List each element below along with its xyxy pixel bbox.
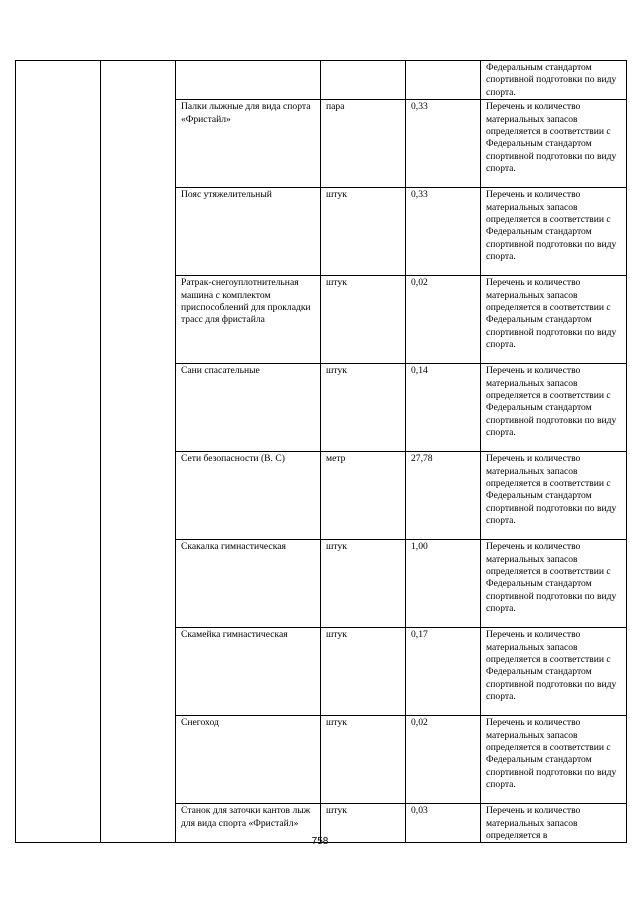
quantity-cell: 0,14 (406, 364, 481, 452)
note-cell: Перечень и количество материальных запасов определяется в соответствии с Федеральным стандартом спортивной подготовки по виду спорта. (481, 540, 627, 628)
note-cell: Перечень и количество материальных запасов определяется в соответствии с Федеральным стандартом спортивной подготовки по виду спорта. (481, 100, 627, 188)
quantity-cell (406, 61, 481, 100)
note-cell: Перечень и количество материальных запасов определяется в соответствии с Федеральным стандартом спортивной подготовки по виду спорта. (481, 452, 627, 540)
unit-cell: штук (321, 628, 406, 716)
note-cell: Федеральным стандартом спортивной подготовки по виду спорта. (481, 61, 627, 100)
unit-cell: штук (321, 276, 406, 364)
item-name-cell (176, 61, 321, 100)
page-number: 758 (311, 836, 329, 847)
unit-cell: штук (321, 804, 406, 843)
unit-cell (321, 61, 406, 100)
note-cell: Перечень и количество материальных запасов определяется в соответствии с Федеральным стандартом спортивной подготовки по виду спорта. (481, 188, 627, 276)
quantity-cell: 1,00 (406, 540, 481, 628)
quantity-cell: 0,03 (406, 804, 481, 843)
note-cell: Перечень и количество материальных запасов определяется в соответствии с Федеральным стандартом спортивной подготовки по виду спорта. (481, 364, 627, 452)
item-name-cell: Сети безопасности (В. С) (176, 452, 321, 540)
item-name-cell: Пояс утяжелительный (176, 188, 321, 276)
table-row (16, 61, 627, 100)
quantity-cell: 0,17 (406, 628, 481, 716)
unit-cell: штук (321, 716, 406, 804)
item-name-cell: Ратрак-снегоуплотнительная машина с комплектом приспособлений для прокладки трасс для фристайла (176, 276, 321, 364)
note-cell: Перечень и количество материальных запасов определяется в (481, 804, 627, 843)
item-name-cell: Скамейка гимнастическая (176, 628, 321, 716)
item-name-cell: Сани спасательные (176, 364, 321, 452)
quantity-cell: 0,33 (406, 100, 481, 188)
note-cell: Перечень и количество материальных запасов определяется в соответствии с Федеральным стандартом спортивной подготовки по виду спорта. (481, 716, 627, 804)
quantity-cell: 0,33 (406, 188, 481, 276)
unit-cell: штук (321, 188, 406, 276)
item-name-cell: Снегоход (176, 716, 321, 804)
note-cell: Перечень и количество материальных запасов определяется в соответствии с Федеральным стандартом спортивной подготовки по виду спорта. (481, 276, 627, 364)
item-name-cell: Скакалка гимнастическая (176, 540, 321, 628)
equipment-table (15, 60, 627, 843)
unit-cell: метр (321, 452, 406, 540)
quantity-cell: 27,78 (406, 452, 481, 540)
quantity-cell: 0,02 (406, 716, 481, 804)
unit-cell: штук (321, 540, 406, 628)
item-name-cell: Станок для заточки кантов лыж для вида спорта «Фристайл» (176, 804, 321, 843)
item-name-cell: Палки лыжные для вида спорта «Фристайл» (176, 100, 321, 188)
unit-cell: штук (321, 364, 406, 452)
category-cell (16, 61, 101, 843)
subcategory-cell (101, 61, 176, 843)
quantity-cell: 0,02 (406, 276, 481, 364)
note-cell: Перечень и количество материальных запасов определяется в соответствии с Федеральным стандартом спортивной подготовки по виду спорта. (481, 628, 627, 716)
unit-cell: пара (321, 100, 406, 188)
